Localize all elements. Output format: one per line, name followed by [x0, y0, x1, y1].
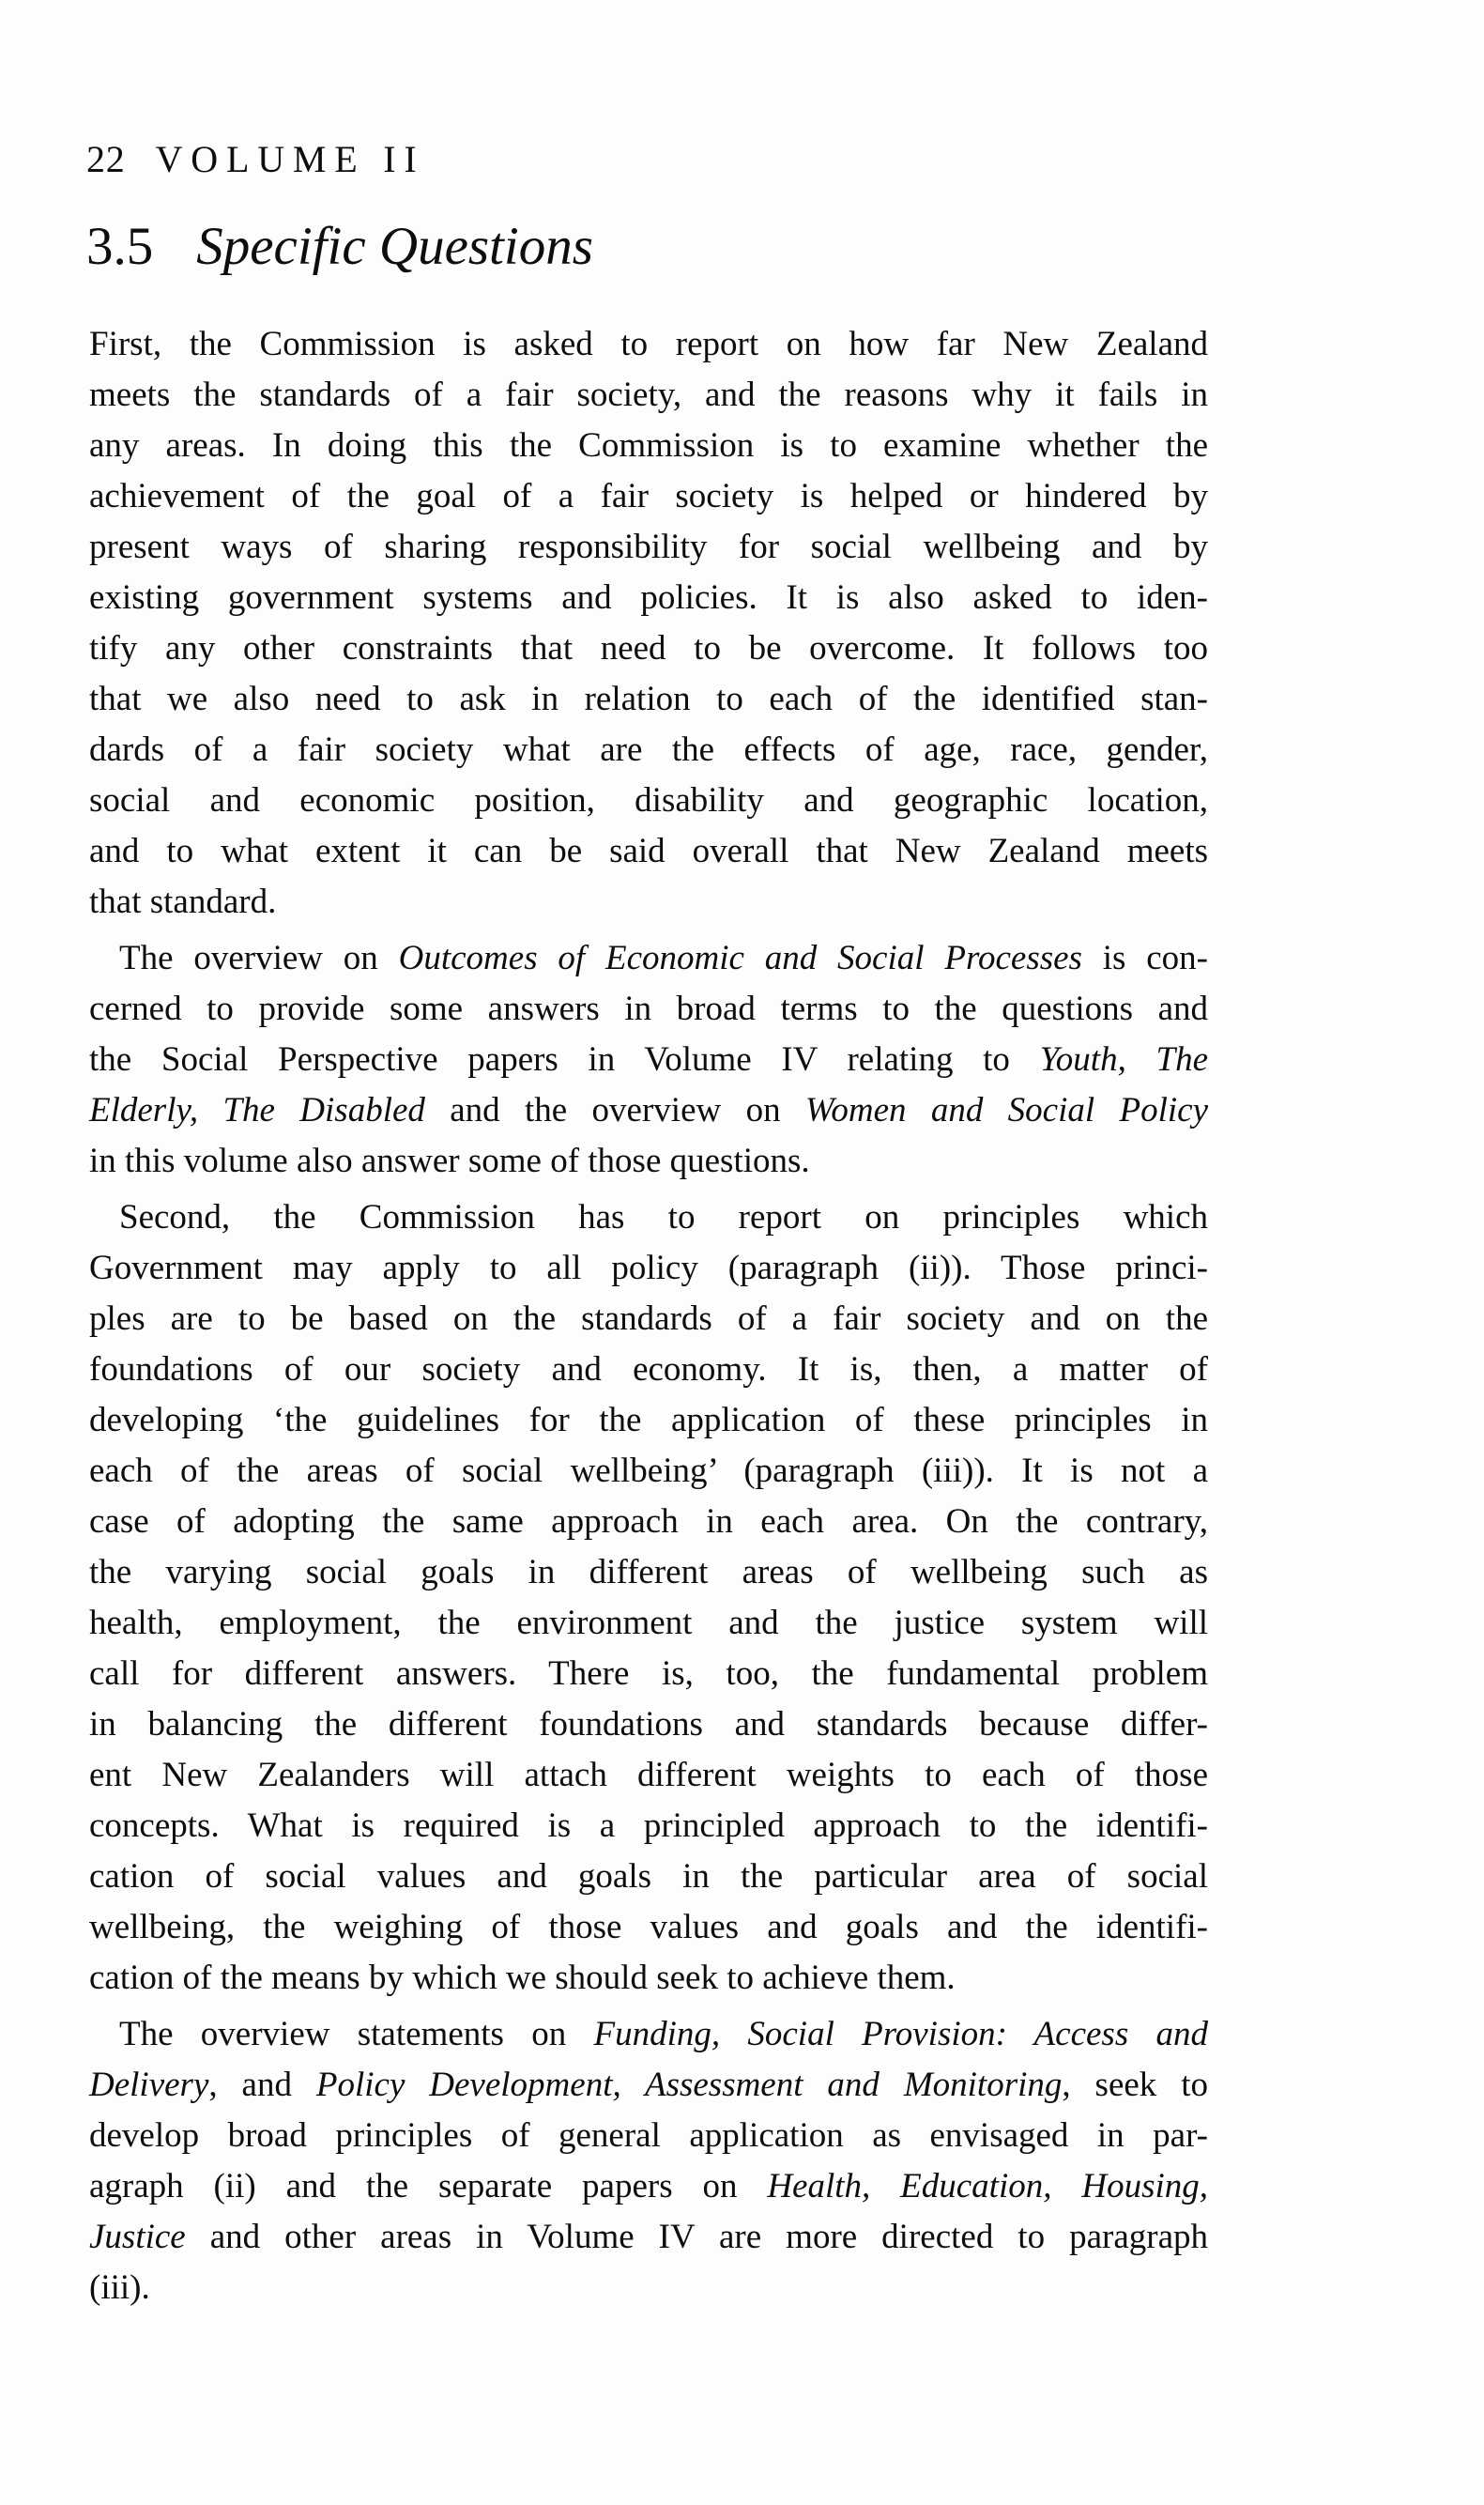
text-line	[89, 1953, 1208, 2004]
text-segment: developing ‘the guidelines for the application of these principles in	[89, 1401, 1208, 1439]
text-segment: present ways of sharing responsibility for social wellbeing and by	[89, 528, 1208, 566]
text-line	[89, 1497, 1208, 1547]
text-segment: ples are to be based on the standards of a fair society and on the	[89, 1299, 1208, 1338]
text-line	[89, 471, 1208, 522]
text-line	[89, 776, 1208, 826]
text-segment: call for different answers. There is, too, the fundamental problem	[89, 1654, 1208, 1693]
italic-text-segment: Policy Development, Assessment and Monitoring	[315, 2066, 1063, 2104]
section-number: 3.5	[86, 217, 154, 276]
text-segment: is con-	[1081, 939, 1208, 977]
text-line	[89, 674, 1208, 725]
text-line	[89, 1035, 1208, 1085]
text-segment: agraph (ii) and the separate papers on	[89, 2167, 768, 2205]
section-heading	[86, 217, 593, 276]
text-segment: cation of the means by which we should seek to achieve them.	[89, 1959, 956, 1997]
text-line	[89, 1345, 1208, 1395]
text-segment: and to what extent it can be said overall that New Zealand meets	[89, 832, 1208, 870]
text-line	[89, 984, 1208, 1035]
text-line	[89, 1136, 1208, 1187]
text-segment: tify any other constraints that need to be overcome. It follows too	[89, 629, 1208, 668]
text-line	[89, 421, 1208, 471]
text-segment: that standard.	[89, 883, 277, 921]
section-title: Specific Questions	[196, 217, 593, 276]
text-line	[89, 2111, 1208, 2161]
text-line	[89, 1852, 1208, 1902]
text-segment: in this volume also answer some of those questions.	[89, 1142, 810, 1180]
text-segment: and the overview on	[424, 1091, 805, 1130]
text-segment: The overview statements on	[119, 2015, 594, 2053]
text-line	[89, 1294, 1208, 1345]
text-segment: develop broad principles of general application as envisaged in par-	[89, 2116, 1208, 2155]
text-segment: , seek to	[1062, 2066, 1208, 2104]
text-segment: First, the Commission is asked to report on how far New Zealand	[89, 325, 1208, 363]
text-segment: and other areas in Volume IV are more directed to paragraph	[185, 2218, 1208, 2256]
text-line	[89, 1446, 1208, 1497]
text-line	[89, 573, 1208, 623]
text-line	[89, 2161, 1208, 2212]
text-line	[89, 1598, 1208, 1649]
text-line	[89, 1801, 1208, 1852]
text-segment: existing government systems and policies. It is also asked to iden-	[89, 578, 1208, 617]
italic-text-segment: Elderly, The Disabled	[89, 1091, 425, 1130]
text-segment: wellbeing, the weighing of those values and goals and the identifi-	[89, 1908, 1208, 1946]
text-line	[89, 826, 1208, 877]
italic-text-segment: Outcomes of Economic and Social Processes	[398, 939, 1082, 977]
text-segment: (iii).	[89, 2268, 150, 2307]
italic-text-segment: Delivery	[89, 2066, 209, 2104]
text-line	[89, 1649, 1208, 1699]
text-line	[89, 725, 1208, 776]
text-segment: The overview on	[119, 939, 399, 977]
text-segment: cation of social values and goals in the particular area of social	[89, 1857, 1208, 1896]
paragraph	[89, 933, 1208, 1187]
italic-text-segment: Funding, Social Provision: Access and	[593, 2015, 1208, 2053]
text-line	[89, 1192, 1208, 1243]
text-segment: Second, the Commission has to report on principles which	[119, 1198, 1208, 1237]
text-segment: achievement of the goal of a fair society is helped or hindered by	[89, 477, 1208, 515]
paragraph	[89, 2009, 1208, 2313]
page-header	[86, 138, 425, 180]
text-segment: ent New Zealanders will attach different weights to each of those	[89, 1756, 1208, 1794]
italic-text-segment: Health, Education, Housing,	[767, 2167, 1208, 2205]
italic-text-segment: Youth, The	[1039, 1040, 1208, 1079]
text-line	[89, 1243, 1208, 1294]
paragraph	[89, 319, 1208, 928]
text-line	[89, 933, 1208, 984]
body-text	[89, 319, 1208, 2313]
text-line	[89, 1085, 1208, 1136]
text-line	[89, 522, 1208, 573]
text-segment: each of the areas of social wellbeing’ (paragraph (iii)). It is not a	[89, 1452, 1208, 1490]
text-line	[89, 319, 1208, 370]
text-line	[89, 2263, 1208, 2313]
text-line	[89, 1547, 1208, 1598]
text-line	[89, 1902, 1208, 1953]
text-segment: concepts. What is required is a principled approach to the identifi-	[89, 1806, 1208, 1845]
text-segment: foundations of our society and economy. It is, then, a matter of	[89, 1350, 1208, 1389]
text-segment: the varying social goals in different areas of wellbeing such as	[89, 1553, 1208, 1591]
text-segment: any areas. In doing this the Commission is to examine whether the	[89, 426, 1208, 465]
text-segment: case of adopting the same approach in each area. On the contrary,	[89, 1502, 1208, 1541]
text-segment: social and economic position, disability and geographic location,	[89, 781, 1208, 820]
text-segment: the Social Perspective papers in Volume IV relating to	[89, 1040, 1040, 1079]
text-line	[89, 2060, 1208, 2111]
page-number: 22	[86, 138, 126, 180]
paragraph	[89, 1192, 1208, 2004]
text-line	[89, 877, 1208, 928]
text-line	[89, 1699, 1208, 1750]
italic-text-segment: Justice	[89, 2218, 186, 2256]
running-title: VOLUME II	[155, 138, 425, 180]
text-segment: dards of a fair society what are the effects of age, race, gender,	[89, 730, 1208, 769]
text-segment: , and	[208, 2066, 316, 2104]
text-line	[89, 1750, 1208, 1801]
text-line	[89, 1395, 1208, 1446]
text-line	[89, 2009, 1208, 2060]
italic-text-segment: Women and Social Policy	[804, 1091, 1209, 1130]
text-segment: that we also need to ask in relation to each of the identified stan-	[89, 680, 1208, 718]
text-segment: Government may apply to all policy (paragraph (ii)). Those princi-	[89, 1249, 1208, 1287]
text-line	[89, 623, 1208, 674]
text-segment: health, employment, the environment and the justice system will	[89, 1604, 1208, 1642]
text-line	[89, 2212, 1208, 2263]
text-line	[89, 370, 1208, 421]
text-segment: meets the standards of a fair society, and the reasons why it fails in	[89, 376, 1208, 414]
text-segment: in balancing the different foundations and standards because differ-	[89, 1705, 1208, 1744]
text-segment: cerned to provide some answers in broad terms to the questions and	[89, 990, 1208, 1028]
